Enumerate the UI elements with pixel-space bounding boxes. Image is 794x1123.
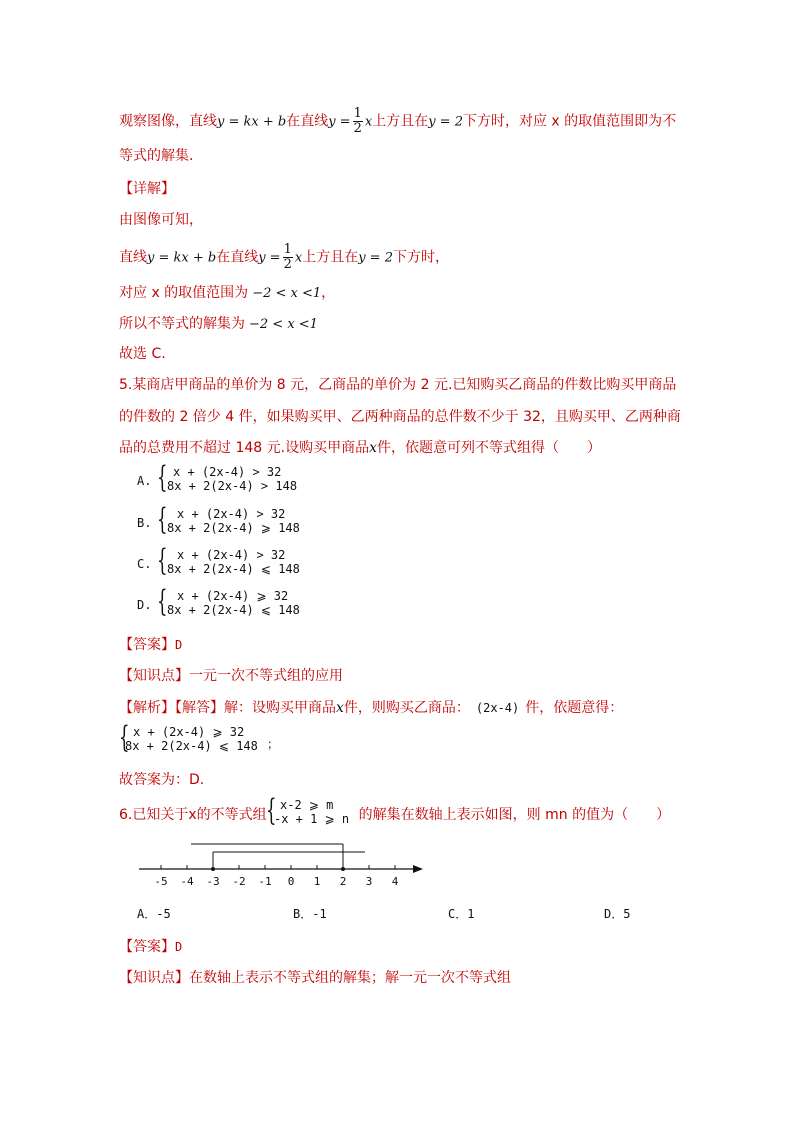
choice-d[interactable]: D．5 [604,907,631,921]
q5-conclusion: 故答案为：D. [119,772,205,788]
tick-label: 3 [365,875,373,888]
fraction-half: $\frac{1}{2}$ [353,106,362,136]
analysis-line-1: 观察图像，直线y = kx + b在直线y = $\frac{1}{2}$ x上方且在y = 2下方时，对应 x 的取值范围即为不 [119,106,677,136]
brace-icon: { [157,502,168,537]
tick-label: 1 [313,875,321,888]
brace-icon: { [119,720,130,755]
expr-y: y = [328,114,351,130]
detail-line-5: 故选 C. [119,346,166,362]
tick-label: -5 [154,875,168,888]
expr-kxb: y = kx + b [217,114,287,130]
tick-label: 4 [391,875,399,888]
q6-system: { x-2 ⩾ m -x + 1 ⩾ n [266,793,350,828]
detail-line-2: 直线y = kx + b在直线y = $\frac{1}{2}$ x上方且在y = 2下方时， [119,242,449,272]
tick-label: -2 [232,875,246,888]
brace-icon: { [266,793,277,828]
number-line [135,838,435,898]
q5-answer: 【答案】D [119,637,183,653]
detail-line-4: 所以不等式的解集为 −2 < x <1 [119,316,318,332]
brace-icon: { [157,543,168,578]
tick-label: 0 [287,875,295,888]
arrow-icon [413,865,423,873]
choice-b[interactable]: B．-1 [293,907,327,921]
q5-knowledge-point: 【知识点】一元一次不等式组的应用 [119,668,343,684]
brace-icon: { [157,460,168,495]
q6-knowledge-point: 【知识点】在数轴上表示不等式组的解集；解一元一次不等式组 [119,970,511,986]
q5-solution: 【解析】【解答】解：设购买甲商品x件，则购买乙商品： (2x-4) 件，依题意得： [119,700,624,716]
expr-y2: y = 2 [428,114,463,130]
q6-answer: 【答案】D [119,939,183,955]
tick-label: 2 [339,875,347,888]
tick-label: -1 [258,875,272,888]
brace-icon: { [157,584,168,619]
q5-solution-system: { x + (2x-4) ⩾ 32 8x + 2(2x-4) ⩽ 148 ； [119,720,280,755]
choice-a[interactable]: A．-5 [137,907,171,921]
choice-c[interactable]: C．1 [448,907,475,921]
tick-label: -3 [206,875,220,888]
tick-label: -4 [180,875,194,888]
analysis-line-2: 等式的解集. [119,148,194,164]
detail-line-3: 对应 x 的取值范围为 −2 < x <1， [119,285,336,301]
detail-line-1: 由图像可知， [119,212,203,228]
detail-heading: 【详解】 [119,181,175,197]
q5-line-3: 品的总费用不超过 148 元.设购买甲商品x件，依题意可列不等式组得（ ） [119,440,601,456]
q6-line: 6.已知关于x的不等式组 的解集在数轴上表示如图，则 mn 的值为（ ） [119,807,671,823]
q5-line-2: 的件数的 2 倍少 4 件，如果购买甲、乙两种商品的总件数不少于 32，且购买甲、乙两种商 [119,409,681,425]
fraction-half-2: $\frac{1}{2}$ [283,242,292,272]
q5-line-1: 5.某商店甲商品的单价为 8 元，乙商品的单价为 2 元.已知购买乙商品的件数比购买甲商品 [119,377,677,393]
